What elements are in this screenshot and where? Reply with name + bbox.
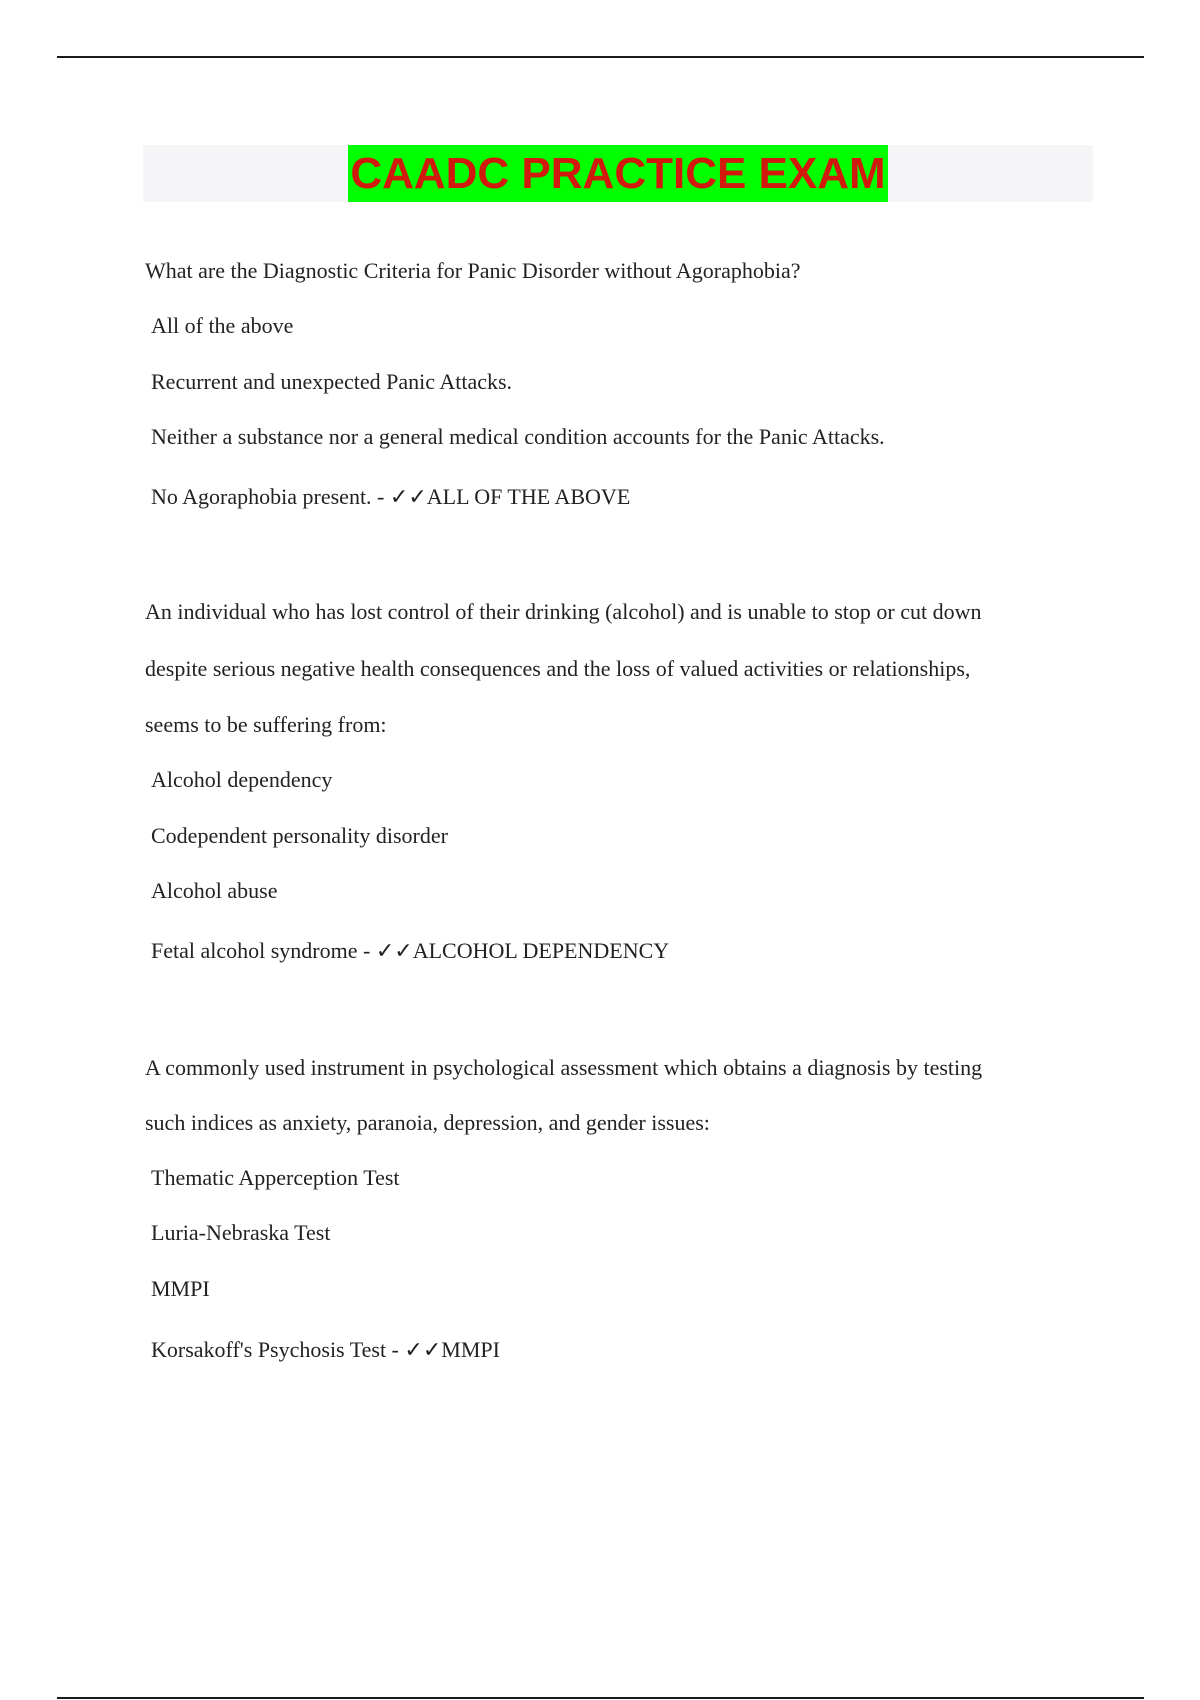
question-3-option-2: Luria-Nebraska Test	[151, 1220, 331, 1245]
question-2-text-line-2: despite serious negative health consequences and the loss of valued activities or relationships,	[145, 656, 971, 681]
header-rule	[57, 56, 1144, 58]
question-3-answer: Korsakoff's Psychosis Test - ✓✓MMPI	[151, 1337, 500, 1362]
question-2-option-3: Alcohol abuse	[151, 878, 278, 903]
title-banner	[143, 145, 1093, 202]
question-2-option-1: Alcohol dependency	[151, 767, 333, 792]
question-3-text-line-1: A commonly used instrument in psychological assessment which obtains a diagnosis by testing	[145, 1055, 983, 1080]
question-1-option-1: All of the above	[151, 313, 294, 338]
question-2-text-line-1: An individual who has lost control of their drinking (alcohol) and is unable to stop or cut down	[145, 599, 982, 624]
question-1-option-3: Neither a substance nor a general medical condition accounts for the Panic Attacks.	[151, 424, 885, 449]
question-1-text: What are the Diagnostic Criteria for Panic Disorder without Agoraphobia?	[145, 258, 801, 283]
question-1-answer: No Agoraphobia present. - ✓✓ALL OF THE ABOVE	[151, 484, 631, 509]
question-2-option-2: Codependent personality disorder	[151, 823, 448, 848]
page-title: CAADC PRACTICE EXAM	[348, 145, 887, 202]
question-3-text-line-2: such indices as anxiety, paranoia, depression, and gender issues:	[145, 1110, 710, 1135]
question-3-option-3: MMPI	[151, 1276, 210, 1301]
question-1-option-2: Recurrent and unexpected Panic Attacks.	[151, 369, 513, 394]
question-2-answer: Fetal alcohol syndrome - ✓✓ALCOHOL DEPENDENCY	[151, 938, 670, 963]
footer-rule	[57, 1697, 1144, 1699]
question-3-option-1: Thematic Apperception Test	[151, 1165, 400, 1190]
question-2-text-line-3: seems to be suffering from:	[145, 712, 387, 737]
